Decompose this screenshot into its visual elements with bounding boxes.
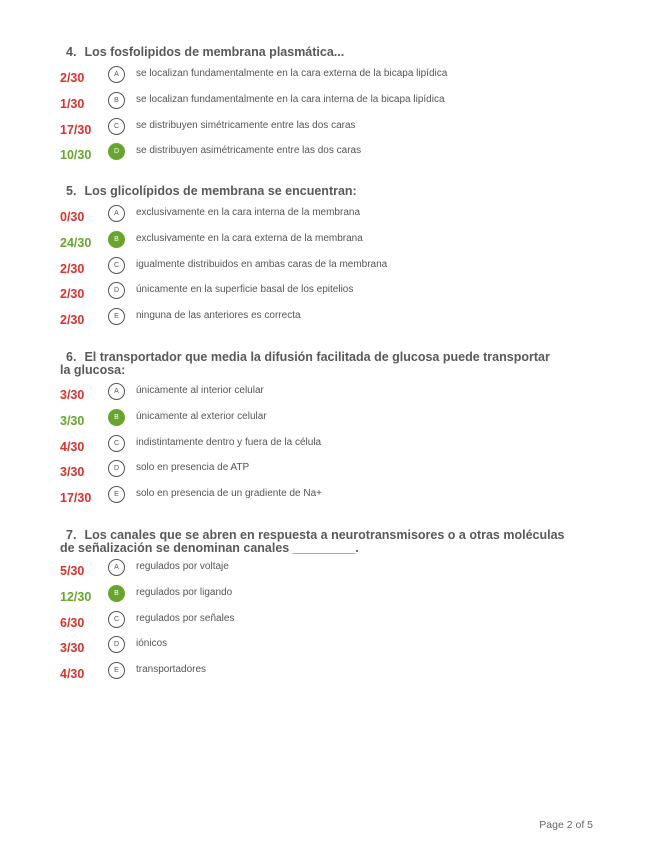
question-text-line-2: la glucosa: <box>60 363 126 377</box>
answer-count: 1/30 <box>60 97 85 111</box>
page-number: Page 2 of 5 <box>539 819 593 831</box>
answer-count: 4/30 <box>60 440 85 454</box>
answer-count: 2/30 <box>60 71 85 85</box>
answer-count: 5/30 <box>60 564 85 578</box>
question-5 <box>60 184 620 327</box>
question-text-line-2: de señalización se denominan canales _________. <box>60 541 359 555</box>
option-letter-badge: C <box>108 435 125 452</box>
option-text: únicamente al interior celular <box>136 385 264 396</box>
answer-count: 3/30 <box>60 465 85 479</box>
option-text: iónicos <box>136 638 168 649</box>
option-text: igualmente distribuidos en ambas caras de la membrana <box>136 259 388 270</box>
option-letter-badge: D <box>108 460 125 477</box>
option-text: regulados por ligando <box>136 587 233 598</box>
answer-option-d <box>60 144 620 164</box>
answer-count: 3/30 <box>60 414 85 428</box>
question-text: Los fosfolipidos de membrana plasmática... <box>84 45 345 59</box>
answer-option-a <box>60 206 620 226</box>
answer-count: 17/30 <box>60 491 92 505</box>
option-letter-badge: E <box>108 486 125 503</box>
answer-count: 17/30 <box>60 123 92 137</box>
option-text: indistintamente dentro y fuera de la célula <box>136 437 322 448</box>
answer-option-c <box>60 258 620 278</box>
option-text: se localizan fundamentalmente en la cara externa de la bicapa lipídica <box>136 68 448 79</box>
answer-option-a <box>60 560 620 580</box>
option-text: regulados por voltaje <box>136 561 229 572</box>
option-letter-badge: A <box>108 66 125 83</box>
question-number: 5. <box>66 184 77 198</box>
answer-count: 2/30 <box>60 287 85 301</box>
answer-count: 12/30 <box>60 590 92 604</box>
answer-option-e <box>60 487 620 507</box>
answer-option-d <box>60 637 620 657</box>
option-text: se localizan fundamentalmente en la cara interna de la bicapa lipídica <box>136 94 445 105</box>
answer-count: 6/30 <box>60 616 85 630</box>
question-title <box>60 528 620 555</box>
option-text: se distribuyen simétricamente entre las dos caras <box>136 120 356 131</box>
option-text: únicamente en la superficie basal de los epitelios <box>136 284 354 295</box>
option-text: exclusivamente en la cara externa de la membrana <box>136 233 363 244</box>
option-letter-badge: A <box>108 559 125 576</box>
option-letter-badge: D <box>108 636 125 653</box>
answer-count: 0/30 <box>60 210 85 224</box>
question-text: Los glicolípidos de membrana se encuentran: <box>84 184 357 198</box>
option-letter-badge: C <box>108 257 125 274</box>
option-text: transportadores <box>136 664 207 675</box>
question-text-line-1: Los canales que se abren en respuesta a neurotransmisores o a otras moléculas <box>84 528 565 542</box>
option-letter-badge: B <box>108 92 125 109</box>
option-text: ninguna de las anteriores es correcta <box>136 310 301 321</box>
question-number: 4. <box>66 45 77 59</box>
answer-count: 3/30 <box>60 388 85 402</box>
answer-option-b <box>60 586 620 606</box>
answer-option-b <box>60 232 620 252</box>
question-number: 6. <box>66 350 77 364</box>
answer-option-a <box>60 67 620 87</box>
answer-count: 24/30 <box>60 236 92 250</box>
question-7 <box>60 528 620 681</box>
answer-option-c <box>60 436 620 456</box>
question-6 <box>60 350 620 505</box>
answer-option-e <box>60 309 620 329</box>
answer-count: 10/30 <box>60 148 92 162</box>
question-title <box>66 185 620 198</box>
question-number: 7. <box>66 528 77 542</box>
question-title <box>60 350 620 377</box>
option-letter-badge-correct: B <box>108 231 125 248</box>
answer-option-a <box>60 384 620 404</box>
answer-option-b <box>60 410 620 430</box>
option-letter-badge: C <box>108 611 125 628</box>
option-letter-badge: A <box>108 205 125 222</box>
option-letter-badge: A <box>108 383 125 400</box>
answer-option-c <box>60 119 620 139</box>
option-letter-badge: E <box>108 662 125 679</box>
option-text: únicamente al exterior celular <box>136 411 267 422</box>
option-text: se distribuyen asimétricamente entre las dos caras <box>136 145 362 156</box>
option-text: regulados por señales <box>136 613 235 624</box>
answer-count: 3/30 <box>60 641 85 655</box>
question-title <box>66 46 620 59</box>
answer-option-e <box>60 663 620 683</box>
answer-option-d <box>60 461 620 481</box>
answer-option-d <box>60 283 620 303</box>
option-letter-badge-correct: D <box>108 143 125 160</box>
question-4 <box>60 45 620 162</box>
option-text: solo en presencia de ATP <box>136 462 250 473</box>
answer-count: 2/30 <box>60 313 85 327</box>
option-text: exclusivamente en la cara interna de la membrana <box>136 207 361 218</box>
option-letter-badge-correct: B <box>108 409 125 426</box>
answer-option-c <box>60 612 620 632</box>
option-letter-badge-correct: B <box>108 585 125 602</box>
question-text-line-1: El transportador que media la difusión facilitada de glucosa puede transportar <box>84 350 550 364</box>
answer-count: 4/30 <box>60 667 85 681</box>
option-text: solo en presencia de un gradiente de Na+ <box>136 488 322 499</box>
option-letter-badge: E <box>108 308 125 325</box>
option-letter-badge: C <box>108 118 125 135</box>
answer-option-b <box>60 93 620 113</box>
answer-count: 2/30 <box>60 262 85 276</box>
option-letter-badge: D <box>108 282 125 299</box>
